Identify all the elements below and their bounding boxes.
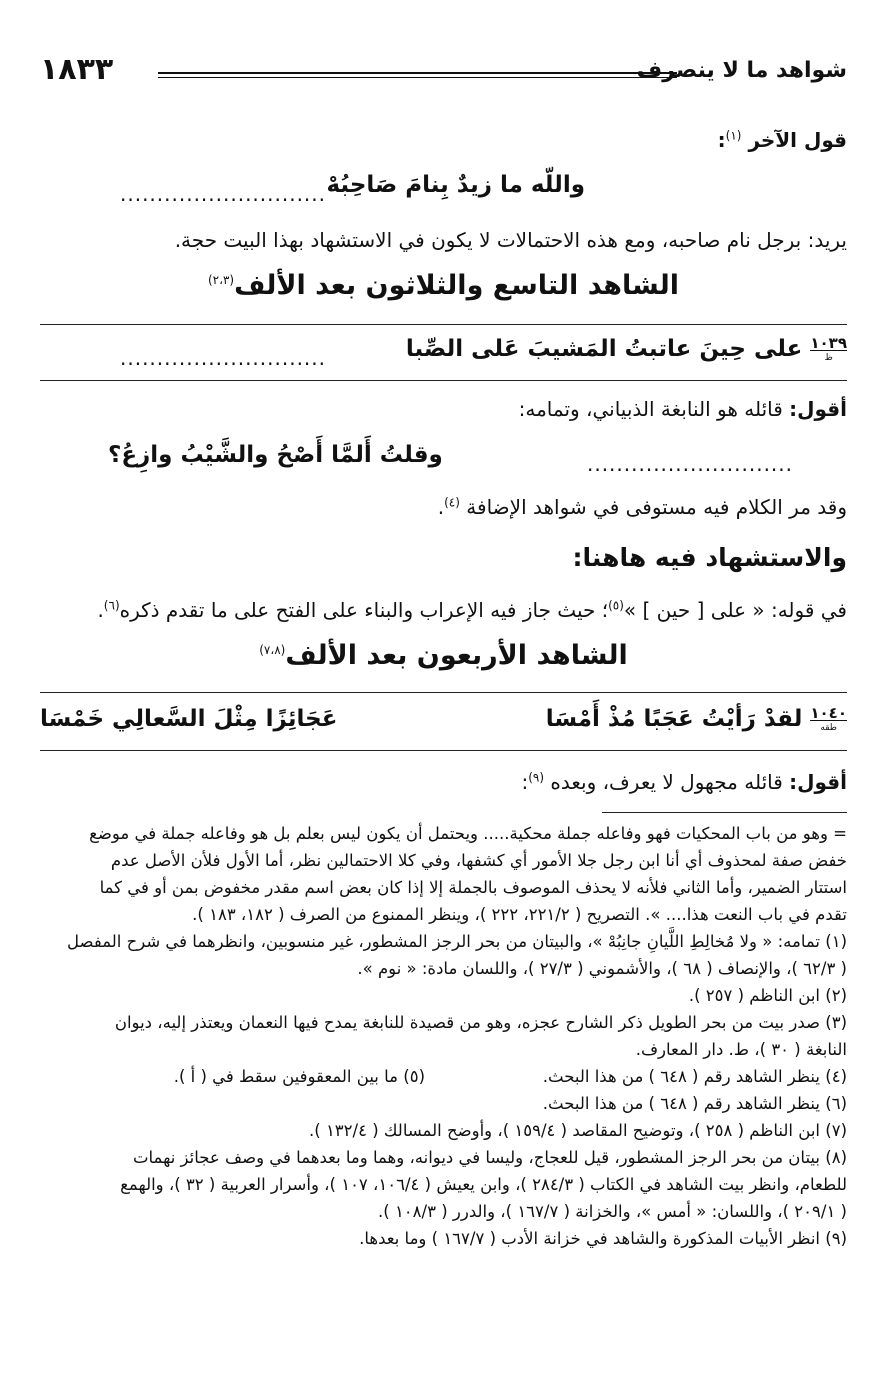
- footnote-8-line: ( ٢٠٩/١ )، واللسان: « أمس »، والخزانة ( ١٦٧/٧ )، والدرر ( ١٠٨/٣ ).: [378, 1202, 847, 1221]
- footnote-6: (٦) ينظر الشاهد رقم ( ٦٤٨ ) من هذا البحث.: [542, 1094, 847, 1113]
- footnote-1-line: (١) تمامه: « ولا مُخالِطِ اللَّيانِ جانِبُهْ »، والبيتان من بحر الرجز المشطور، غير منسوبين، وانظرهما في شرح المفصل: [67, 932, 847, 951]
- quote-text: في قوله: « على [ حين ] »: [623, 598, 847, 622]
- verse-number-source: ظ: [810, 350, 847, 365]
- footnote-ref: (٥): [608, 598, 624, 613]
- aqul-label: أقول:: [789, 397, 847, 421]
- verse-hemistich-b: عَجَائِزًا مِثْلَ السَّعالِي خَمْسَا: [40, 706, 338, 732]
- qad-mar-text: وقد مر الكلام فيه مستوفى في شواهد الإضافة: [466, 495, 847, 519]
- heading-text: الشاهد الأربعون بعد الألف: [285, 640, 628, 671]
- intro-line: [40, 128, 847, 152]
- verse-rule-top: [40, 324, 847, 325]
- footnote-1-line: ( ٦٢/٣ )، والإنصاف ( ٦٨ )، والأشموني ( ٢٧/٣ )، واللسان مادة: « نوم ».: [357, 959, 847, 978]
- explanation-line: يريد: برجل نام صاحبه، ومع هذه الاحتمالات لا يكون في الاستشهاد بهذا البيت حجة.: [174, 228, 847, 252]
- verse-number: [810, 336, 847, 365]
- aqul-text: قائله مجهول لا يعرف، وبعده: [550, 770, 783, 794]
- section-heading-1040: [40, 640, 847, 671]
- footnote-8-line: للطعام، وانظر بيت الشاهد في الكتاب ( ٢٨٤/٣ )، وابن يعيش ( ١٠٦/٤، ١٠٧ )، وأسرار العربية ( ٣٢ )، والهمع: [120, 1175, 847, 1194]
- footnote-separator: [602, 812, 847, 813]
- qad-mar-line: [40, 495, 847, 519]
- page-header: [40, 50, 847, 90]
- fi-qawlihi-rest: ؛ حيث جاز فيه الإعراب والبناء على الفتح على ما تقدم ذكره: [119, 598, 609, 622]
- aqul-text: قائله هو النابغة الذبياني، وتمامه:: [518, 397, 783, 421]
- footnote-continued-line: خفض صفة لمحذوف أي أنا ابن رجل جلا الأمور أي كشفها، وفي كلا الاحتمالين نظر، أما الأول فلأن الأصل عدم: [110, 851, 847, 870]
- verse-number: [810, 706, 847, 735]
- section-heading-1039: [40, 270, 847, 301]
- footnote-continued-line: = وهو من باب المحكيات فهو وفاعله جملة محكية..... ويحتمل أن يكون ليس بعلم بل هو وفاعله جملة في موضع: [89, 824, 847, 843]
- verse-3: وقلتُ أَلمَّا أَصْحُ والشَّيْبُ وازِعُ؟: [108, 442, 443, 468]
- running-title: شواهد ما لا ينصرف: [636, 58, 847, 83]
- verse-1: واللّه ما زيدٌ بِنامَ صَاحِبُهْ: [326, 172, 585, 198]
- footnote-ref: (٩): [528, 770, 545, 785]
- verse-3-dots: ............................: [586, 452, 793, 476]
- footnote-8-line: (٨) بيتان من بحر الرجز المشطور، قيل للعجاج، وليسا في ديوانه، وهما وما بعدهما في وصف عجائز نهمات: [132, 1148, 847, 1167]
- verse-rule-bottom: [40, 380, 847, 381]
- aqul-line-2: [40, 770, 847, 794]
- footnote-3-line: النابغة ( ٣٠ )، ط. دار المعارف.: [635, 1040, 847, 1059]
- verse-1039-dots: ............................: [120, 346, 327, 370]
- aqul-line-1: [40, 397, 847, 421]
- fi-qawlihi-line: [40, 598, 847, 622]
- verse-1-dots: ............................: [120, 182, 327, 206]
- istishhad-heading: والاستشهاد فيه هاهنا:: [572, 543, 847, 572]
- colon: :: [521, 770, 529, 794]
- footnote-ref: (٦): [103, 598, 120, 613]
- verse-text: على حِينَ عاتبتُ المَشيبَ عَلى الصِّبا: [405, 336, 803, 362]
- footnote-continued-line: استتار الضمير، وأما الثاني فلأنه لا يحذف الموصوف بالجملة إلا إذا كان بعض اسم مقدر مخفوض بمن أو في كما: [99, 878, 847, 897]
- footnote-ref: (٧،٨): [259, 643, 286, 657]
- period: .: [437, 495, 445, 519]
- footnote-5: (٥) ما بين المعقوفين سقط في ( أ ).: [173, 1067, 425, 1086]
- verse-rule-top: [40, 692, 847, 693]
- period: .: [97, 598, 104, 622]
- footnote-ref: (٢،٣): [207, 273, 235, 287]
- footnote-9: (٩) انظر الأبيات المذكورة والشاهد في خزانة الأدب ( ١٦٧/٧ ) وما بعدها.: [359, 1229, 847, 1248]
- header-rule: [158, 72, 677, 78]
- verse-number-value: ١٠٣٩: [810, 334, 847, 352]
- footnote-ref: (٤): [444, 495, 460, 510]
- verse-number-source: طقه: [810, 720, 847, 735]
- heading-text: الشاهد التاسع والثلاثون بعد الألف: [234, 270, 680, 301]
- page-number: ١٨٣٣: [40, 52, 114, 87]
- footnote-ref: (١): [725, 128, 742, 143]
- footnote-2: (٢) ابن الناظم ( ٢٥٧ ).: [688, 986, 847, 1005]
- aqul-label: أقول:: [789, 770, 847, 794]
- footnote-7: (٧) ابن الناظم ( ٢٥٨ )، وتوضيح المقاصد ( ١٥٩/٤ )، وأوضح المسالك ( ١٣٢/٤ ).: [309, 1121, 847, 1140]
- colon: :: [717, 128, 726, 152]
- footnote-4: (٤) ينظر الشاهد رقم ( ٦٤٨ ) من هذا البحث.: [542, 1067, 847, 1086]
- verse-number-value: ١٠٤٠: [810, 704, 847, 722]
- footnote-continued-line: تقدم في باب النعت هذا.... ». التصريح ( ٢٢١/٢، ٢٢٢ )، وينظر الممنوع من الصرف ( ١٨٢، ١٨٣ ).: [192, 905, 847, 924]
- footnote-3-line: (٣) صدر بيت من بحر الطويل ذكر الشارح عجزه، وهو من قصيدة للنابغة يمدح فيها النعمان ويعتذر إليه، ديوان: [114, 1013, 847, 1032]
- verse-hemistich-a: لقدْ رَأيْتُ عَجَبًا مُذْ أَمْسَا: [545, 706, 803, 732]
- verse-rule-bottom: [40, 750, 847, 751]
- intro-text: قول الآخر: [748, 128, 847, 152]
